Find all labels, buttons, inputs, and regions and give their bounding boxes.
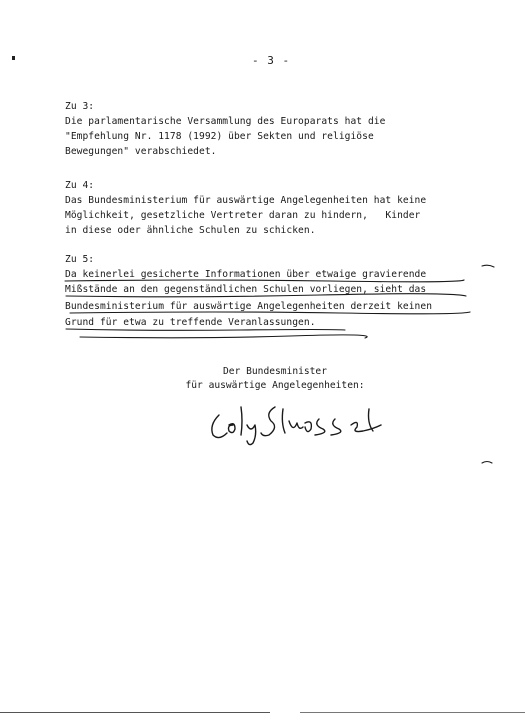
paragraph-line: Da keinerlei gesicherte Informationen über etwaige gravierende (65, 269, 427, 280)
section-heading-zu-5: Zu 5: (65, 254, 95, 265)
paragraph-line: Bewegungen" verabschiedet. (65, 146, 217, 157)
scan-speck (12, 56, 15, 60)
paragraph-line: Möglichkeit, gesetzliche Vertreter daran zu hindern, Kinder (65, 210, 421, 221)
signature-title: Der Bundesminister (223, 366, 327, 377)
scan-edge-line (0, 712, 270, 713)
paragraph-line: Das Bundesministerium für auswärtige Angelegenheiten hat keine (65, 195, 427, 206)
page-number: - 3 - (252, 54, 291, 67)
signature-department: für auswärtige Angelegenheiten: (185, 380, 365, 391)
section-heading-zu-4: Zu 4: (65, 180, 95, 191)
handwritten-signature (205, 395, 395, 450)
paragraph-line: Grund für etwa zu treffende Veranlassungen. (65, 317, 316, 328)
paragraph-line: in diese oder ähnliche Schulen zu schicken. (65, 225, 316, 236)
section-heading-zu-3: Zu 3: (65, 101, 95, 112)
scan-edge-line (300, 712, 525, 713)
paragraph-line: Mißstände an den gegenständlichen Schulen vorliegen, sieht das (65, 284, 427, 295)
paragraph-line: Die parlamentarische Versammlung des Europarats hat die (65, 116, 386, 127)
paragraph-line: "Empfehlung Nr. 1178 (1992) über Sekten und religiöse (65, 131, 374, 142)
paragraph-line: Bundesministerium für auswärtige Angelegenheiten derzeit keinen (65, 301, 433, 312)
